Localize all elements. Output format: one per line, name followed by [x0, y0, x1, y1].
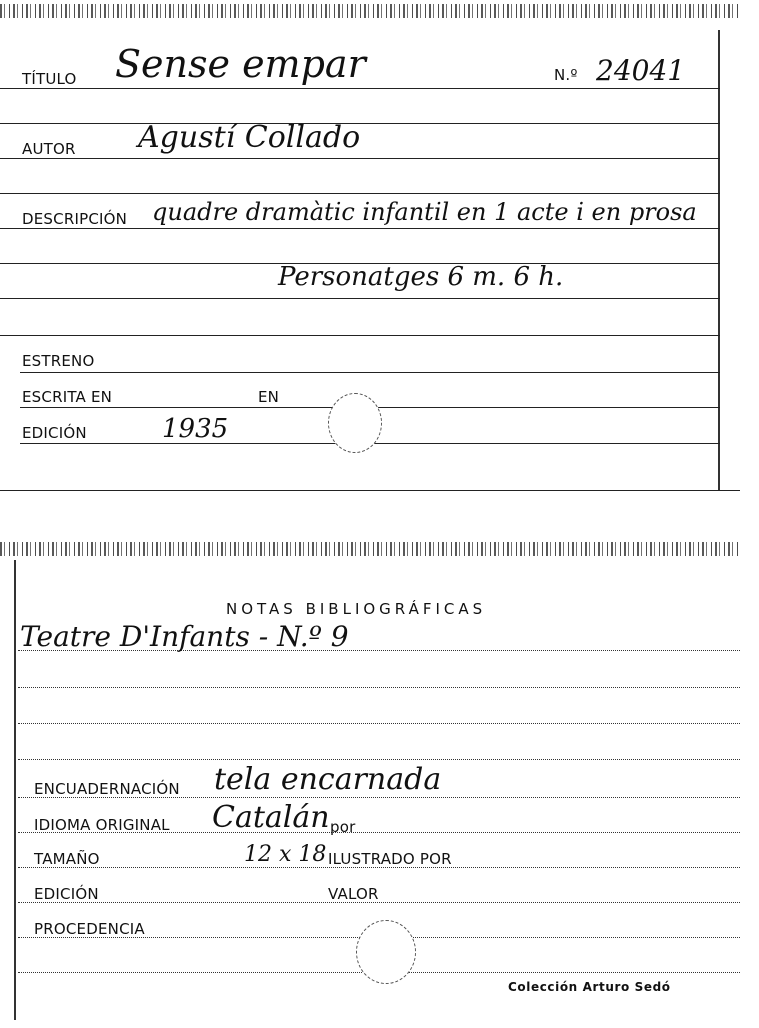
autor-value: Agustí Collado — [138, 120, 361, 155]
rule — [0, 158, 720, 159]
rule — [0, 490, 740, 491]
stamp-circle — [356, 920, 416, 984]
numero-value: 24041 — [596, 54, 686, 87]
encuadernacion-value: tela encarnada — [214, 762, 442, 797]
por-label: por — [330, 818, 356, 836]
rule — [0, 298, 720, 299]
rule — [18, 759, 740, 760]
edicion-value: 1935 — [162, 414, 229, 444]
estreno-label: ESTRENO — [22, 352, 95, 370]
notas-heading: NOTAS BIBLIOGRÁFICAS — [226, 600, 487, 618]
autor-label: AUTOR — [22, 140, 76, 158]
tamano-value: 12 x 18 — [244, 842, 327, 867]
rule — [0, 228, 720, 229]
valor-label: VALOR — [328, 885, 379, 903]
catalog-card-back — [0, 540, 740, 1028]
scan-edge-noise — [0, 4, 740, 18]
escrita-en-label: ESCRITA EN — [22, 388, 113, 406]
card-right-edge — [718, 30, 720, 490]
rule — [18, 723, 740, 724]
stamp-circle — [328, 393, 382, 453]
catalog-card-front — [0, 0, 740, 492]
en-label: EN — [258, 388, 280, 406]
notas-value: Teatre D'Infants - N.º 9 — [20, 620, 349, 653]
rule — [20, 372, 720, 373]
tamano-label: TAMAÑO — [34, 850, 100, 868]
rule — [0, 88, 720, 89]
ilustrado-por-label: ILUSTRADO POR — [328, 850, 452, 868]
descripcion-value-line1: quadre dramàtic infantil en 1 acte i en prosa — [152, 198, 697, 226]
scan-edge-noise — [0, 542, 740, 556]
titulo-label: TÍTULO — [22, 70, 77, 88]
collection-credit: Colección Arturo Sedó — [508, 980, 671, 994]
encuadernacion-label: ENCUADERNACIÓN — [34, 780, 180, 798]
numero-label: N.º — [554, 66, 578, 84]
rule — [18, 687, 740, 688]
procedencia-label: PROCEDENCIA — [34, 920, 145, 938]
rule — [18, 902, 740, 903]
descripcion-value-line2: Personatges 6 m. 6 h. — [278, 262, 564, 292]
rule — [0, 193, 720, 194]
card-left-edge — [14, 560, 16, 1020]
edicion-label: EDICIÓN — [22, 424, 87, 442]
rule — [0, 335, 720, 336]
idioma-original-value: Catalán — [212, 800, 330, 835]
edicion-label: EDICIÓN — [34, 885, 99, 903]
idioma-original-label: IDIOMA ORIGINAL — [34, 816, 170, 834]
descripcion-label: DESCRIPCIÓN — [22, 210, 128, 228]
titulo-value: Sense empar — [115, 42, 366, 86]
